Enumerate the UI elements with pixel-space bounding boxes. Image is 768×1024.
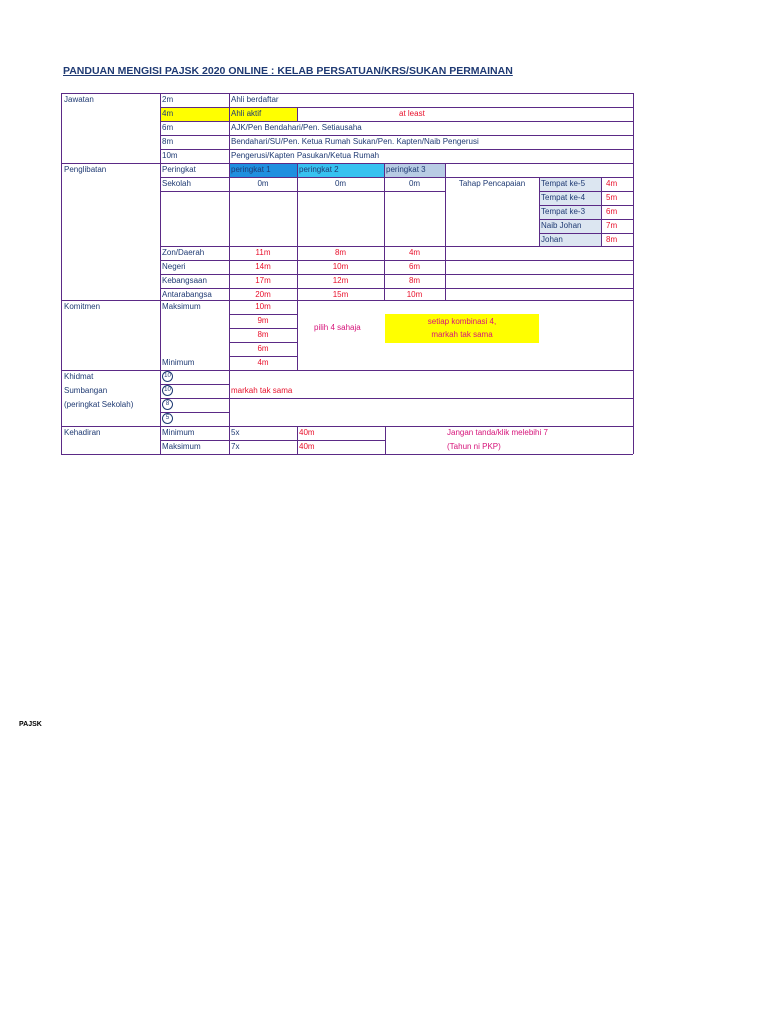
- grid-line: [61, 370, 633, 371]
- jawatan-mark: 4m: [162, 109, 174, 118]
- komitmen-value: 6m: [257, 344, 269, 353]
- tahap-label: Naib Johan: [541, 221, 582, 230]
- jawatan-mark: 8m: [162, 137, 174, 146]
- komitmen-note-line1: setiap kombinasi 4,: [427, 317, 497, 326]
- level-row-label: Antarabangsa: [162, 290, 212, 299]
- tahap-label: Tempat ke-3: [541, 207, 586, 216]
- level-row-value: 14m: [255, 262, 271, 271]
- grid-line: [539, 177, 540, 246]
- komitmen-value: 8m: [257, 330, 269, 339]
- grid-line: [61, 93, 633, 94]
- jawatan-note: at least: [399, 109, 425, 118]
- grid-line: [297, 426, 298, 454]
- level-header: peringkat 2: [299, 165, 339, 174]
- jawatan-desc: Pengerusi/Kapten Pasukan/Ketua Rumah: [231, 151, 380, 160]
- level-header: peringkat 3: [386, 165, 426, 174]
- khidmat-circle: 5: [162, 413, 173, 425]
- level-row-value: 10m: [332, 262, 349, 271]
- khidmat-circle: 10: [162, 385, 173, 397]
- tahap-label: Tempat ke-5: [541, 179, 586, 188]
- tahap-mark: 8m: [606, 235, 618, 244]
- grid-line: [297, 107, 298, 121]
- grid-line: [61, 454, 633, 455]
- tahap-label: Johan: [541, 235, 563, 244]
- section-label-sumbangan: Sumbangan: [64, 386, 108, 395]
- grid-line: [601, 177, 602, 246]
- level-row-label: Negeri: [162, 262, 186, 271]
- tahap-mark: 6m: [606, 207, 618, 216]
- footer-label: PAJSK: [19, 721, 42, 728]
- jawatan-desc: Bendahari/SU/Pen. Ketua Rumah Sukan/Pen. Kapten/Naib Pengerusi: [231, 137, 479, 146]
- section-label-penglibatan: Penglibatan: [64, 165, 107, 174]
- level-row-value: 8m: [408, 276, 421, 285]
- khidmat-circle: 8: [162, 399, 173, 411]
- komitmen-note-line2: markah tak sama: [431, 330, 493, 339]
- grid-line: [385, 426, 386, 454]
- level-row-label: Zon/Daerah: [162, 248, 205, 257]
- kehadiran-times: 5x: [231, 428, 240, 437]
- kehadiran-note: Jangan tanda/klik melebihi 7: [447, 428, 548, 437]
- kehadiran-mark: 40m: [299, 428, 315, 437]
- level-row-value: 17m: [255, 276, 271, 285]
- section-label-peringkat-sekolah: (peringkat Sekolah): [64, 400, 134, 409]
- grid-line: [160, 191, 445, 192]
- komitmen-value: 4m: [257, 358, 269, 367]
- tahap-mark: 7m: [606, 221, 618, 230]
- tahap-mark: 4m: [606, 179, 618, 188]
- komitmen-max-label: Maksimum: [162, 302, 201, 311]
- level-row-value: 15m: [332, 290, 349, 299]
- tahap-label: Tempat ke-4: [541, 193, 586, 202]
- grid-line: [229, 370, 230, 426]
- peringkat-header: Peringkat: [162, 165, 196, 174]
- jawatan-desc: AJK/Pen Bendahari/Pen. Setiausaha: [231, 123, 362, 132]
- sekolah-value: 0m: [334, 179, 347, 188]
- jawatan-desc: Ahli berdaftar: [231, 95, 279, 104]
- komitmen-value: 9m: [257, 316, 269, 325]
- kehadiran-note-sub: (Tahun ni PKP): [447, 442, 501, 451]
- level-header: peringkat 1: [231, 165, 271, 174]
- level-row-value: 6m: [408, 262, 421, 271]
- grid-line: [61, 163, 633, 164]
- grid-line: [61, 93, 62, 454]
- komitmen-value: 10m: [255, 302, 271, 311]
- komitmen-note: pilih 4 sahaja: [314, 323, 361, 332]
- grid-line: [633, 93, 634, 454]
- level-row-value: 8m: [334, 248, 347, 257]
- khidmat-circle: 10: [162, 371, 173, 383]
- sekolah-value: 0m: [408, 179, 421, 188]
- grid-line: [297, 300, 298, 370]
- tahap-pencapaian-label: Tahap Pencapaian: [458, 179, 526, 188]
- grid-line: [229, 93, 230, 163]
- grid-line: [160, 398, 633, 399]
- jawatan-mark: 10m: [162, 151, 178, 160]
- jawatan-mark: 6m: [162, 123, 174, 132]
- tahap-mark: 5m: [606, 193, 618, 202]
- jawatan-mark: 2m: [162, 95, 174, 104]
- page-title: PANDUAN MENGISI PAJSK 2020 ONLINE : KELAB PERSATUAN/KRS/SUKAN PERMAINAN: [63, 65, 513, 77]
- level-row-value: 12m: [332, 276, 349, 285]
- level-row-value: 20m: [255, 290, 271, 299]
- kehadiran-row-label: Maksimum: [162, 442, 201, 451]
- kehadiran-row-label: Minimum: [162, 428, 195, 437]
- kehadiran-mark: 40m: [299, 442, 315, 451]
- khidmat-note: markah tak sama: [231, 386, 293, 395]
- level-row-label: Kebangsaan: [162, 276, 207, 285]
- level-row-value: 4m: [408, 248, 421, 257]
- section-label-kehadiran: Kehadiran: [64, 428, 101, 437]
- level-row-value: 11m: [255, 248, 271, 257]
- section-label-khidmat: Khidmat: [64, 372, 94, 381]
- section-label-jawatan: Jawatan: [64, 95, 94, 104]
- sekolah-label: Sekolah: [162, 179, 191, 188]
- komitmen-min-label: Minimum: [162, 358, 195, 367]
- level-row-value: 10m: [406, 290, 423, 299]
- section-label-komitmen: Komitmen: [64, 302, 101, 311]
- grid-line: [229, 426, 230, 454]
- jawatan-desc: Ahli aktif: [231, 109, 262, 118]
- sekolah-value: 0m: [257, 179, 269, 188]
- guide-table: [61, 93, 633, 454]
- kehadiran-times: 7x: [231, 442, 240, 451]
